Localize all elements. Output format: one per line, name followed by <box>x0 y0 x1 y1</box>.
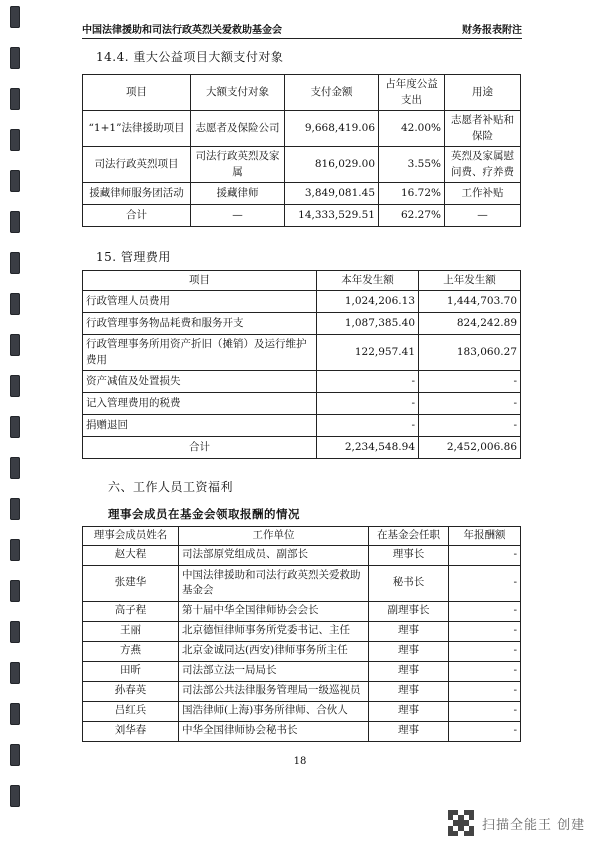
table-row <box>83 721 521 741</box>
page-number: 18 <box>293 756 307 767</box>
table-row <box>83 601 521 621</box>
page-header <box>82 16 522 39</box>
table-cell: - <box>419 371 521 393</box>
header-section: 财务报表附注 <box>462 25 522 36</box>
binder-hole-icon <box>10 703 20 725</box>
camscanner-watermark <box>448 805 585 841</box>
table-cell: 理事 <box>369 721 449 741</box>
table-row <box>83 565 521 601</box>
table-cell: 183,060.27 <box>419 335 521 371</box>
table-cell: 刘华春 <box>83 721 179 741</box>
col-header: 上年发生额 <box>419 271 521 291</box>
section-title-14-4: 14.4. 重大公益项目大额支付对象 <box>96 50 284 64</box>
table-cell: — <box>191 205 285 227</box>
table-row <box>83 183 521 205</box>
table-cell: 行政管理事务物品耗费和服务开支 <box>83 313 317 335</box>
table-cell: 816,029.00 <box>285 147 379 183</box>
binder-hole-icon <box>10 375 20 397</box>
binder-hole-icon <box>10 498 20 520</box>
table-cell: 42.00% <box>379 111 445 147</box>
table-row <box>83 661 521 681</box>
table-cell: 2,452,006.86 <box>419 437 521 459</box>
binder-hole-icon <box>10 457 20 479</box>
table-cell: - <box>449 701 521 721</box>
table-row <box>83 415 521 437</box>
table-cell: 孙春英 <box>83 681 179 701</box>
col-header: 用途 <box>445 75 521 111</box>
large-payment-table <box>82 74 521 227</box>
binder-hole-icon <box>10 211 20 233</box>
table-row <box>83 335 521 371</box>
header-org: 中国法律援助和司法行政英烈关爱救助基金会 <box>82 25 282 36</box>
table-row <box>83 313 521 335</box>
table-cell: - <box>449 545 521 565</box>
table-cell: 高子程 <box>83 601 179 621</box>
table-cell: 9,668,419.06 <box>285 111 379 147</box>
col-header: 工作单位 <box>179 527 369 546</box>
binder-strip <box>0 0 44 849</box>
table-cell: 赵大程 <box>83 545 179 565</box>
table-row <box>83 681 521 701</box>
table-cell: 理事长 <box>369 545 449 565</box>
table-header-row <box>83 271 521 291</box>
binder-hole-icon <box>10 539 20 561</box>
binder-hole-icon <box>10 293 20 315</box>
table-cell: - <box>449 661 521 681</box>
watermark-text: 扫描全能王 创建 <box>482 817 586 833</box>
admin-expense-table <box>82 270 521 459</box>
table-cell: 1,024,206.13 <box>317 291 419 313</box>
col-header: 在基金会任职 <box>369 527 449 546</box>
table-cell: “1+1”法律援助项目 <box>83 111 191 147</box>
table-row <box>83 621 521 641</box>
table-cell: - <box>449 565 521 601</box>
table-cell: 理事 <box>369 681 449 701</box>
table-cell: - <box>317 371 419 393</box>
table-cell: 捐赠退回 <box>83 415 317 437</box>
binder-hole-icon <box>10 170 20 192</box>
binder-hole-icon <box>10 662 20 684</box>
table-cell: 理事 <box>369 661 449 681</box>
binder-hole-icon <box>10 88 20 110</box>
col-header: 年报酬额 <box>449 527 521 546</box>
table-cell: 王丽 <box>83 621 179 641</box>
table-total-row <box>83 437 521 459</box>
table-cell: 2,234,548.94 <box>317 437 419 459</box>
binder-hole-icon <box>10 47 20 69</box>
table-row <box>83 371 521 393</box>
table-cell: 理事 <box>369 641 449 661</box>
table-cell: 方燕 <box>83 641 179 661</box>
table-cell: 824,242.89 <box>419 313 521 335</box>
section-title-15: 15. 管理费用 <box>96 250 171 264</box>
table-cell: 司法行政英烈项目 <box>83 147 191 183</box>
table-cell: 理事 <box>369 701 449 721</box>
table-row <box>83 545 521 565</box>
table-total-row <box>83 205 521 227</box>
table-cell: — <box>445 205 521 227</box>
table-cell: 田昕 <box>83 661 179 681</box>
table-cell: 国浩律师(上海)事务所律师、合伙人 <box>179 701 369 721</box>
table-cell: 3,849,081.45 <box>285 183 379 205</box>
table-row <box>83 393 521 415</box>
table-cell: 62.27% <box>379 205 445 227</box>
col-header: 项目 <box>83 75 191 111</box>
board-remuneration-table <box>82 526 521 742</box>
table-cell: 合计 <box>83 437 317 459</box>
table-cell: - <box>317 415 419 437</box>
binder-hole-icon <box>10 129 20 151</box>
qr-code-icon <box>448 810 474 836</box>
col-header: 支付金额 <box>285 75 379 111</box>
binder-hole-icon <box>10 252 20 274</box>
table-cell: 英烈及家属慰问费、疗养费 <box>445 147 521 183</box>
table-cell: 资产减值及处置损失 <box>83 371 317 393</box>
table-cell: 秘书长 <box>369 565 449 601</box>
table-cell: 第十届中华全国律师协会会长 <box>179 601 369 621</box>
table-cell: - <box>449 721 521 741</box>
table-cell: 3.55% <box>379 147 445 183</box>
table-cell: 工作补贴 <box>445 183 521 205</box>
col-header: 本年发生额 <box>317 271 419 291</box>
table-caption: 理事会成员在基金会领取报酬的情况 <box>108 507 300 521</box>
col-header: 项目 <box>83 271 317 291</box>
binder-hole-icon <box>10 416 20 438</box>
table-row <box>83 291 521 313</box>
table-cell: 司法行政英烈及家属 <box>191 147 285 183</box>
binder-hole-icon <box>10 334 20 356</box>
table-row <box>83 701 521 721</box>
table-cell: - <box>449 681 521 701</box>
table-cell: 张建华 <box>83 565 179 601</box>
col-header: 理事会成员姓名 <box>83 527 179 546</box>
table-cell: - <box>449 641 521 661</box>
table-cell: 北京金诚同达(西安)律师事务所主任 <box>179 641 369 661</box>
table-cell: - <box>449 601 521 621</box>
table-cell: 志愿者及保险公司 <box>191 111 285 147</box>
table-cell: 中华全国律师协会秘书长 <box>179 721 369 741</box>
col-header: 占年度公益支出 <box>379 75 445 111</box>
binder-hole-icon <box>10 785 20 807</box>
col-header: 大额支付对象 <box>191 75 285 111</box>
table-cell: 司法部公共法律服务管理局一级巡视员 <box>179 681 369 701</box>
section-title-6: 六、工作人员工资福利 <box>108 480 234 494</box>
table-cell: - <box>419 415 521 437</box>
table-cell: 122,957.41 <box>317 335 419 371</box>
table-cell: 16.72% <box>379 183 445 205</box>
table-header-row <box>83 75 521 111</box>
table-cell: 1,444,703.70 <box>419 291 521 313</box>
binder-hole-icon <box>10 580 20 602</box>
table-cell: - <box>419 393 521 415</box>
table-row <box>83 111 521 147</box>
table-cell: 记入管理费用的税费 <box>83 393 317 415</box>
table-cell: 北京德恒律师事务所党委书记、主任 <box>179 621 369 641</box>
table-cell: 14,333,529.51 <box>285 205 379 227</box>
table-cell: - <box>449 621 521 641</box>
table-row <box>83 147 521 183</box>
table-row <box>83 641 521 661</box>
table-cell: 司法部原党组成员、副部长 <box>179 545 369 565</box>
table-cell: 合计 <box>83 205 191 227</box>
table-cell: 中国法律援助和司法行政英烈关爱救助基金会 <box>179 565 369 601</box>
table-cell: 1,087,385.40 <box>317 313 419 335</box>
table-cell: 司法部立法一局局长 <box>179 661 369 681</box>
binder-hole-icon <box>10 621 20 643</box>
table-cell: 吕红兵 <box>83 701 179 721</box>
table-cell: - <box>317 393 419 415</box>
table-cell: 副理事长 <box>369 601 449 621</box>
table-cell: 理事 <box>369 621 449 641</box>
table-cell: 援藏律师服务团活动 <box>83 183 191 205</box>
table-header-row <box>83 527 521 546</box>
table-cell: 志愿者补贴和保险 <box>445 111 521 147</box>
binder-hole-icon <box>10 6 20 28</box>
table-cell: 行政管理人员费用 <box>83 291 317 313</box>
table-cell: 行政管理事务所用资产折旧（摊销）及运行维护费用 <box>83 335 317 371</box>
table-cell: 援藏律师 <box>191 183 285 205</box>
